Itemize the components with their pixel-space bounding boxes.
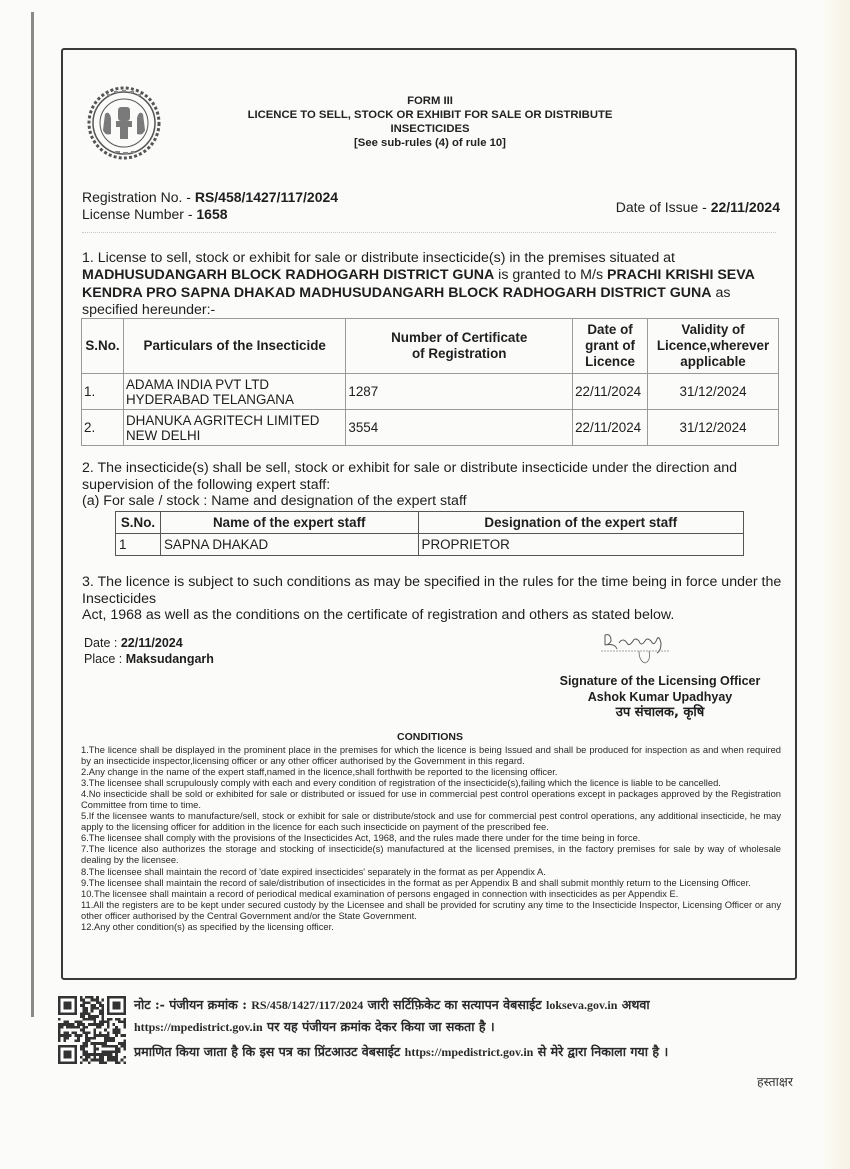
col-sno: S.No. bbox=[82, 319, 124, 374]
condition-item: 12.Any other condition(s) as specified by the licensing officer. bbox=[81, 921, 334, 932]
issue-date-block bbox=[616, 199, 780, 215]
signature-caption: Signature of the Licensing Officer bbox=[559, 674, 761, 688]
issue-date: 22/11/2024 bbox=[710, 199, 780, 215]
premises-address: MADHUSUDANGARH BLOCK RADHOGARH DISTRICT GUNA bbox=[82, 267, 495, 284]
license-label: License Number - bbox=[82, 206, 197, 222]
conditions-title: CONDITIONS bbox=[397, 731, 463, 743]
col-staff-name: Name of the expert staff bbox=[160, 512, 418, 534]
handwritten-signature-icon bbox=[595, 627, 715, 667]
col-validity: Validity of Licence,wherever applicable bbox=[648, 319, 779, 374]
registration-block bbox=[82, 189, 338, 223]
officer-name: Ashok Kumar Upadhyay bbox=[587, 690, 733, 704]
qr-code-icon[interactable] bbox=[58, 996, 126, 1064]
condition-item: 5.If the licensee wants to manufacture/sell, stock or exhibit for sale or distribute/stock and use for commercial pest control operations, any additional insecticide, he may apply to the licensing officer for addition in the licence for each such insecticide on payment of the prescribed fee. bbox=[81, 811, 781, 833]
condition-item: 10.The licensee shall maintain a record of periodical medical examination of persons engaged in connection with insecticides as per Appendix E. bbox=[81, 888, 679, 899]
table-header-row bbox=[116, 512, 744, 534]
signature-label: हस्ताक्षर bbox=[757, 1074, 793, 1089]
section-1-text: 1. License to sell, stock or exhibit for sale or distribute insecticide(s) in the premises situated at MADHUSUDANGARH BLOCK RADHOGARH DISTRICT GUNA is granted to M/s PRACHI KRISHI SEVA KENDRA PRO SAPNA DHAKAD MADHUSUDANGARH BLOCK RADHOGARH DISTRICT GUNA as specified hereunder:- bbox=[82, 250, 755, 319]
date-value: 22/11/2024 bbox=[120, 636, 183, 650]
lokseva-link[interactable]: lokseva.gov.in bbox=[546, 998, 618, 1012]
divider bbox=[82, 232, 776, 233]
issue-date-label: Date of Issue - bbox=[615, 199, 711, 215]
form-heading bbox=[170, 94, 690, 150]
scan-edge bbox=[31, 12, 34, 1017]
col-sno: S.No. bbox=[116, 512, 161, 534]
licensing-officer-block bbox=[530, 673, 790, 721]
form-subrule: [See sub-rules (4) of rule 10] bbox=[354, 137, 506, 149]
condition-item: 1.The licence shall be displayed in the prominent place in the premises for which the licence is being Issued and shall be produced for inspection as and when required by an insecticide inspector,licensing officer or any other officer authorised by the Government in this regard. bbox=[81, 745, 781, 767]
firm-name: PRACHI KRISHI SEVA KENDRA PRO SAPNA DHAKAD MADHUSUDANGARH BLOCK RADHOGARH DISTRICT GUNA bbox=[82, 267, 755, 301]
registration-number: RS/458/1427/117/2024 bbox=[194, 189, 339, 205]
condition-item: 6.The licensee shall comply with the provisions of the Insecticides Act, 1968, and the rules made there under for the time being in force. bbox=[81, 833, 641, 844]
condition-item: 4.No insecticide shall be sold or exhibited for sale or distributed or issued for use in commercial pest control operations except in packages approved by the Registration Committee from time to time. bbox=[81, 789, 781, 811]
mpedistrict-link[interactable]: https://mpedistrict.gov.in bbox=[134, 1020, 263, 1034]
form-title-line1: LICENCE TO SELL, STOCK OR EXHIBIT FOR SALE OR DISTRIBUTE bbox=[247, 109, 613, 121]
date-place-block: Date : 22/11/2024 Place : Maksudangarh bbox=[84, 636, 214, 666]
mpedistrict-link[interactable]: https://mpedistrict.gov.in bbox=[404, 1045, 534, 1059]
col-designation: Designation of the expert staff bbox=[418, 512, 743, 534]
state-emblem-icon bbox=[87, 80, 161, 166]
conditions-list bbox=[81, 745, 781, 933]
form-title-line2: INSECTICIDES bbox=[390, 123, 470, 135]
col-grant-date: Date of grant of Licence bbox=[573, 319, 648, 374]
col-certificate: Number of Certificate of Registration bbox=[346, 319, 573, 374]
section-2-text: 2. The insecticide(s) shall be sell, stock or exhibit for sale or distribute insecticide under the direction and supervision of the following expert staff: (a) For sale / stock : Name and designation of the expert staff bbox=[82, 460, 738, 510]
insecticide-table bbox=[81, 318, 779, 446]
scan-edge-right bbox=[824, 0, 850, 1169]
place-value: Maksudangarh bbox=[125, 652, 214, 666]
condition-item: 7.The licence also authorizes the storage and stocking of insecticide(s) manufactured at the licensed premises, in the factory premises for sale by way of wholesale dealing by the licensee. bbox=[81, 844, 781, 866]
table-row: 2. DHANUKA AGRITECH LIMITED NEW DELHI 3554 22/11/2024 31/12/2024 bbox=[82, 410, 779, 446]
condition-item: 3.The licensee shall scrupulously comply with each and every condition of registration of the insecticide(s),failing which the licence is liable to be cancelled. bbox=[81, 778, 721, 789]
section-3-text: 3. The licence is subject to such conditions as may be specified in the rules for the time being in force under the Insecticides Act, 1968 as well as the conditions on the certificate of registration and others as stated below. bbox=[82, 574, 782, 624]
table-header-row bbox=[82, 319, 779, 374]
table-row: 1 SAPNA DHAKAD PROPRIETOR bbox=[116, 534, 744, 556]
condition-item: 9.The licensee shall maintain the record of sale/distribution of insecticides in the format as per Appendix B and shall submit monthly return to the Licensing Officer. bbox=[81, 877, 751, 888]
form-number: FORM III bbox=[407, 95, 453, 107]
condition-item: 11.All the registers are to be kept under secured custody by the Licensee and shall be provided for scrutiny any time to the Insecticide Inspector, Licensing Officer or any other officer authorised by the Central Government and/or the State Government. bbox=[81, 899, 781, 921]
registration-label: Registration No. - bbox=[82, 189, 195, 205]
note-registration-number: RS/458/1427/117/2024 bbox=[251, 998, 364, 1012]
verification-note: नोट :- पंजीयन क्रमांक : RS/458/1427/117/2024 जारी सर्टिफ़िकेट का सत्यापन वेबसाईट lokseva.gov.in अथवा https://mpedistrict.gov.in पर यह पंजीयन क्रमांक देकर किया जा सकता है । bbox=[134, 997, 650, 1034]
license-number: 1658 bbox=[196, 206, 228, 222]
col-particulars: Particulars of the Insecticide bbox=[123, 319, 345, 374]
printout-certification: प्रमाणित किया जाता है कि इस पत्र का प्रिंटआउट वेबसाईट https://mpedistrict.gov.in से मेरे द्वारा निकाला गया है । bbox=[134, 1044, 669, 1059]
officer-designation: उप संचालक, कृषि bbox=[615, 705, 705, 720]
condition-item: 8.The licensee shall maintain the record of 'date expired insecticides' separately in the format as per Appendix A. bbox=[81, 866, 546, 877]
table-row: 1. ADAMA INDIA PVT LTD HYDERABAD TELANGANA 1287 22/11/2024 31/12/2024 bbox=[82, 374, 779, 410]
condition-item: 2.Any change in the name of the expert staff,named in the licence,shall forthwith be reported to the licensing officer. bbox=[81, 767, 558, 778]
expert-staff-table bbox=[115, 511, 744, 556]
